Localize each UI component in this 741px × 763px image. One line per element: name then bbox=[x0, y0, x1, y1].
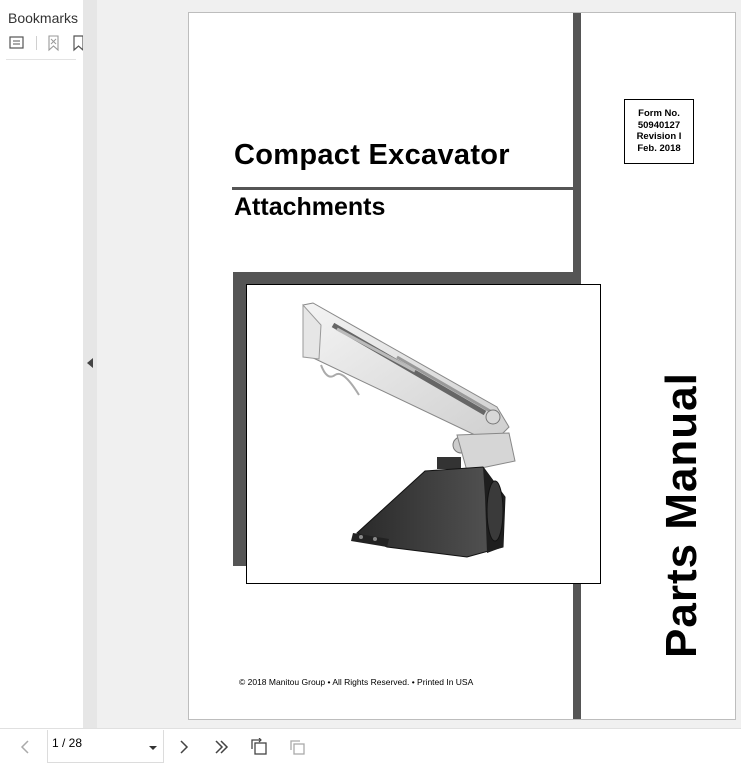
excavator-image bbox=[246, 284, 601, 584]
form-line: Feb. 2018 bbox=[637, 142, 681, 154]
rotate-icon[interactable] bbox=[250, 738, 268, 756]
sidebar-divider bbox=[6, 59, 76, 60]
bookmarks-panel bbox=[0, 0, 83, 728]
title-rule bbox=[232, 187, 574, 190]
form-line: Form No. bbox=[638, 108, 680, 119]
copy-icon[interactable] bbox=[288, 738, 306, 756]
bottom-toolbar bbox=[0, 728, 741, 763]
bookmarks-title: Bookmarks bbox=[8, 10, 79, 26]
chevron-left-icon[interactable] bbox=[17, 738, 35, 756]
chevron-right-icon[interactable] bbox=[174, 738, 192, 756]
toolbar-separator bbox=[36, 36, 37, 50]
form-info-box bbox=[624, 99, 694, 164]
chevron-down-icon[interactable] bbox=[149, 746, 157, 750]
document-title: Compact Excavator bbox=[234, 139, 510, 171]
double-chevron-right-icon[interactable] bbox=[212, 738, 230, 756]
excavator-illustration bbox=[247, 285, 600, 583]
remove-bookmark-icon[interactable] bbox=[45, 34, 63, 52]
copyright-text: © 2018 Manitou Group • All Rights Reserved. • Printed In USA bbox=[239, 677, 474, 687]
sidebar-splitter[interactable] bbox=[83, 0, 97, 728]
collapse-arrow-icon[interactable] bbox=[87, 358, 93, 368]
page-indicator[interactable]: 1 / 28 bbox=[52, 736, 83, 750]
form-line: Revision I bbox=[636, 131, 682, 142]
list-icon[interactable] bbox=[8, 34, 26, 52]
parts-manual-title: Parts Manual bbox=[657, 372, 706, 658]
document-page bbox=[188, 12, 736, 720]
page-number-input[interactable] bbox=[47, 730, 164, 763]
form-line: 50940127 bbox=[637, 119, 681, 131]
document-subtitle: Attachments bbox=[234, 193, 386, 221]
